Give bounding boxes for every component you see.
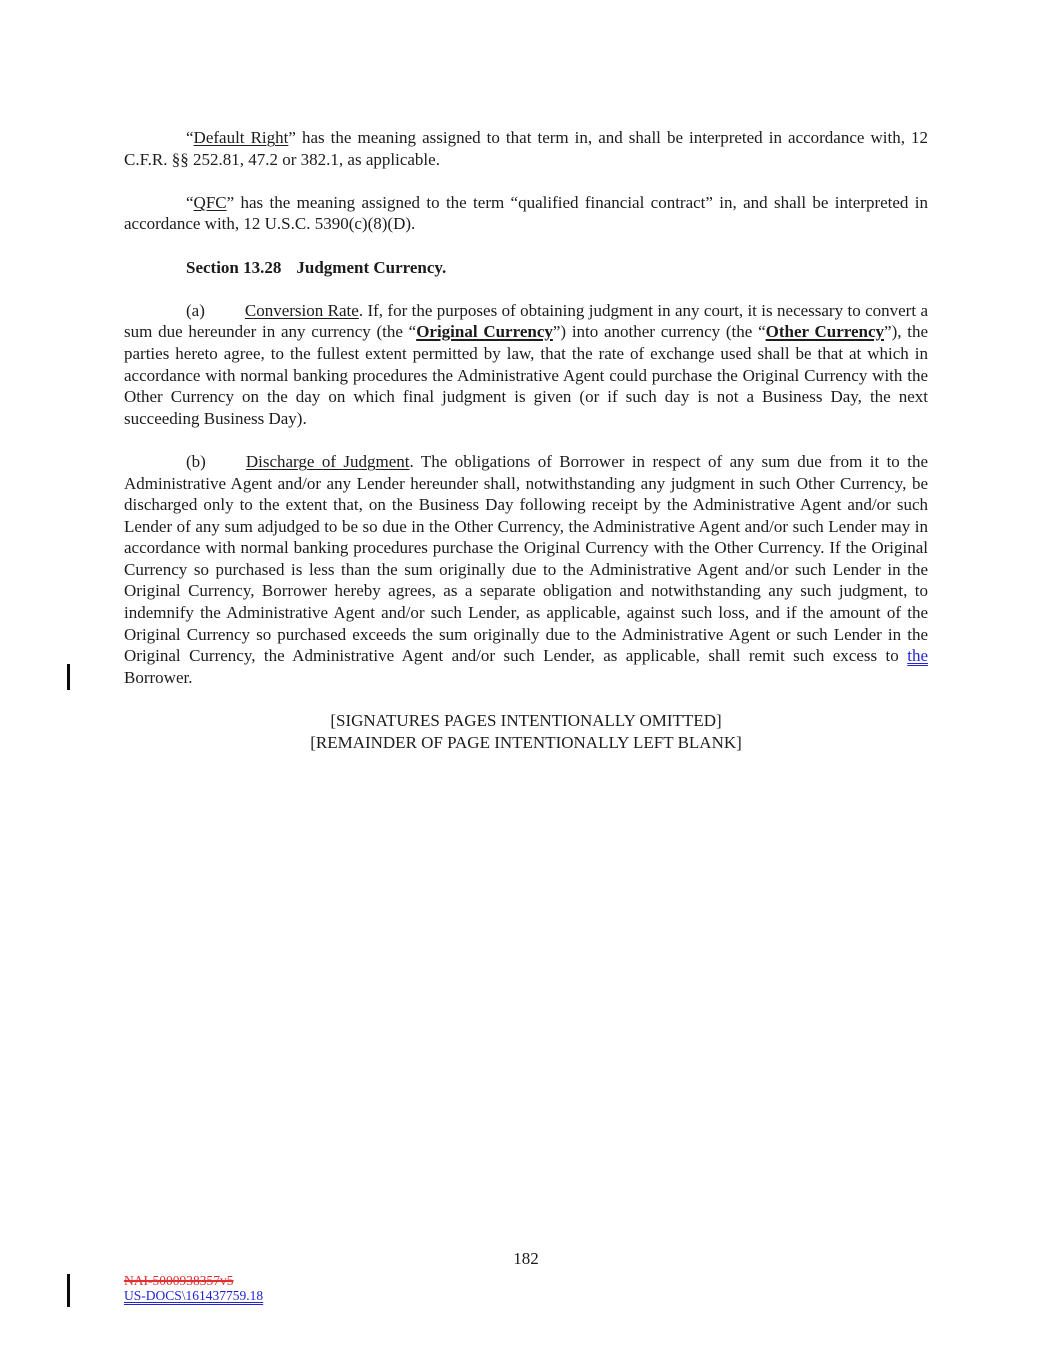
paragraph-qfc	[124, 192, 928, 235]
defined-term-other-currency: Other Currency	[765, 322, 885, 342]
open-quote: “	[186, 192, 194, 212]
paragraph-discharge-of-judgment	[124, 451, 928, 689]
section-number: Section 13.28	[186, 257, 282, 277]
signatures-omitted-notice: [SIGNATURES PAGES INTENTIONALLY OMITTED]	[330, 711, 722, 731]
clause-heading-conversion-rate: Conversion Rate	[244, 300, 359, 320]
document-id-footer	[124, 1274, 263, 1303]
paragraph-text: . The obligations of Borrower in respect of any sum due from it to the Administrative Agent and/or any Lender hereunder shall, notwithstanding any judgment in such Other Currency, be discharged only to the extent that, on the Business Day following receipt by the Administrative Agent and/or such Lender of any sum adjudged to be so due in the Other Currency, the Administrative Agent and/or such Lender may in accordance with normal banking procedures purchase the Original Currency with the Other Currency. If the Original Currency so purchased is less than the sum originally due to the Administrative Agent and/or such Lender in the Original Currency, Borrower hereby agrees, as a separate obligation and notwithstanding any such judgment, to indemnify the Administrative Agent and/or such Lender, as applicable, against such loss, and if the amount of the Original Currency so purchased exceeds the sum originally due to the Administrative Agent or such Lender in the Original Currency, the Administrative Agent and/or such Lender, as applicable, shall remit such excess to	[124, 451, 928, 666]
open-quote: “	[186, 128, 194, 147]
defined-term-qfc: QFC	[193, 192, 227, 212]
deleted-doc-id: NAI-5000938357v5	[124, 1273, 234, 1288]
paragraph-text: Borrower.	[124, 667, 193, 687]
margin-change-bar	[67, 1274, 70, 1307]
placeholder-notices	[124, 710, 928, 753]
paragraph-text: ”) into another currency (the “	[552, 322, 766, 342]
paragraph-text: . If, for the purposes of obtaining judgment in any court, it is necessary to convert a sum due hereunder in any currency (the “	[124, 300, 928, 342]
page-number: 182	[513, 1249, 539, 1268]
margin-change-bar	[67, 664, 70, 690]
clause-label: (a)	[186, 300, 205, 320]
clause-heading-discharge-of-judgment: Discharge of Judgment	[245, 451, 410, 471]
paragraph-text: ” has the meaning assigned to that term in, and shall be interpreted in accordance with, 12 C.F.R. §§ 252.81, 47.2 or 382.1, as applicable.	[124, 128, 928, 169]
paragraph-conversion-rate	[124, 300, 928, 430]
paragraph-text: ”), the parties hereto agree, to the fullest extent permitted by law, that the rate of exchange used shall be that at which in accordance with normal banking procedures the Administrative Agent could purchase the Original Currency with the Other Currency on the day on which final judgment is given (or if such day is not a Business Day, the next succeeding Business Day).	[124, 322, 928, 428]
paragraph-text: ” has the meaning assigned to the term “qualified financial contract” in, and shall be interpreted in accordance with, 12 U.S.C. 5390(c)(8)(D).	[124, 192, 928, 234]
document-body	[124, 127, 928, 775]
section-title: Judgment Currency.	[296, 257, 447, 277]
inserted-text: the	[907, 646, 928, 666]
inserted-doc-id: US-DOCS\161437759.18	[124, 1287, 264, 1303]
remainder-blank-notice: [REMAINDER OF PAGE INTENTIONALLY LEFT BLANK]	[310, 732, 742, 752]
defined-term-default-right: Default Right	[193, 128, 289, 147]
clause-label: (b)	[186, 451, 206, 471]
defined-term-original-currency: Original Currency	[416, 322, 553, 342]
section-heading-13-28	[124, 257, 928, 279]
paragraph-default-right	[124, 127, 928, 170]
